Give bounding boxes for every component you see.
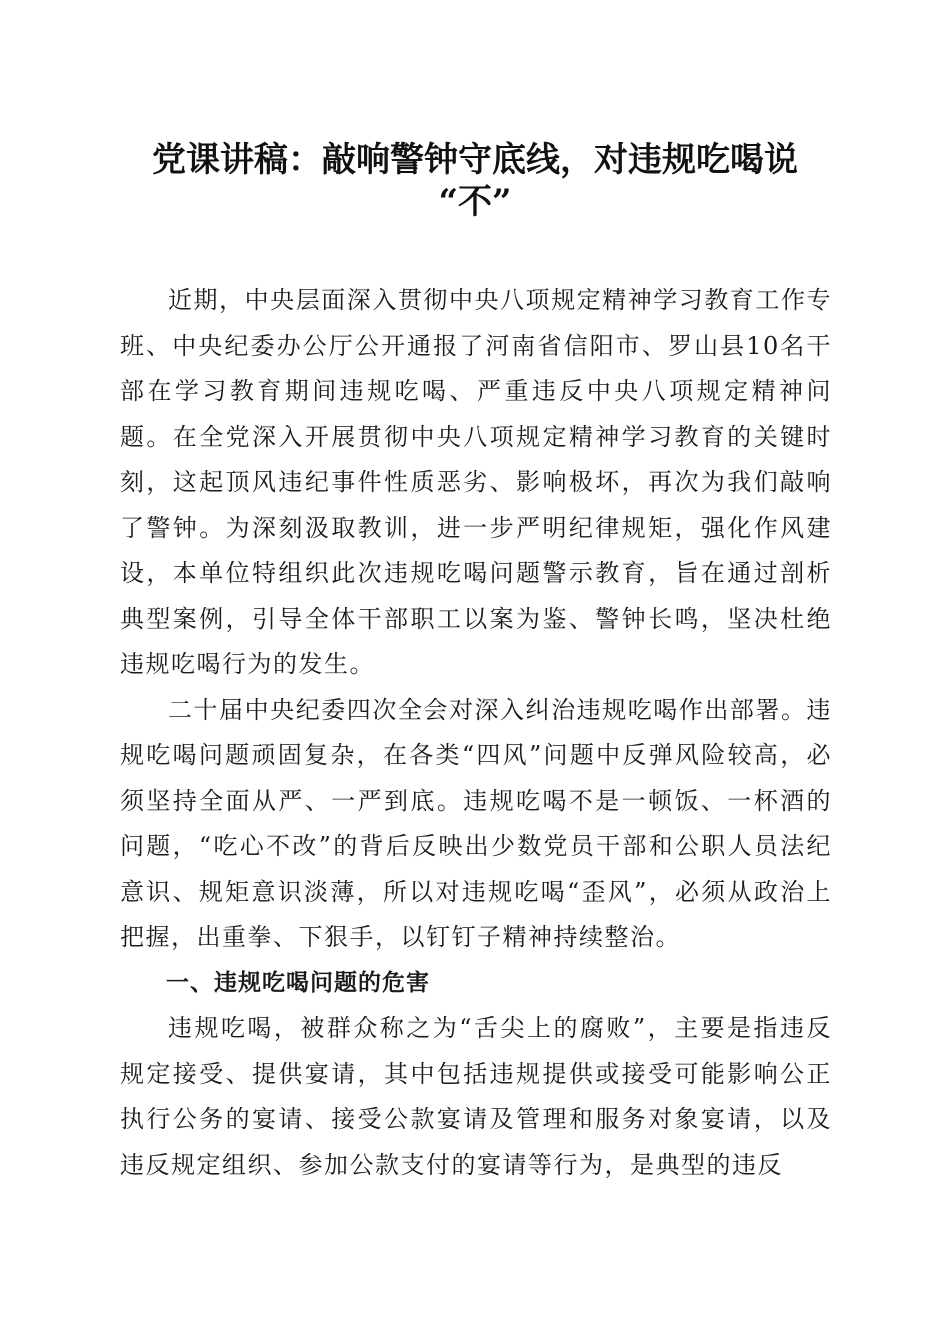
document-title: 党课讲稿：敲响警钟守底线，对违规吃喝说 <box>152 140 798 180</box>
section-heading: 一、违规吃喝问题的危害 <box>166 969 430 996</box>
section-paragraph: 违规吃喝，被群众称之为“舌尖上的腐败”，主要是指违反规定接受、提供宴请，其中包括违规提供或接受可能影响公正执行公务的宴请、接受公款宴请及管理和服务对象宴请，以及违反规定组织、参加公款支付的宴请等行为，是典型的违反 <box>120 1014 832 1179</box>
intro-paragraph: 近期，中央层面深入贯彻中央八项规定精神学习教育工作专班、中央纪委办公厅公开通报了河南省信阳市、罗山县10名干部在学习教育期间违规吃喝、严重违反中央八项规定精神问题。在全党深入开展贯彻中央八项规定精神学习教育的关键时刻，这起顶风违纪事件性质恶劣、影响极坏，再次为我们敲响了警钟。为深刻汲取教训，进一步严明纪律规矩，强化作风建设，本单位特组织此次违规吃喝问题警示教育，旨在通过剖析典型案例，引导全体干部职工以案为鉴、警钟长鸣，坚决杜绝违规吃喝行为的发生。 <box>120 286 832 678</box>
document-body <box>120 278 832 1188</box>
document-title-continuation: “不” <box>438 182 512 222</box>
background-paragraph: 二十届中央纪委四次全会对深入纠治违规吃喝作出部署。违规吃喝问题顽固复杂，在各类“四风”问题中反弹风险较高，必须坚持全面从严、一严到底。违规吃喝不是一顿饭、一杯酒的问题，“吃心不改”的背后反映出少数党员干部和公职人员法纪意识、规矩意识淡薄，所以对违规吃喝“歪风”，必须从政治上把握，出重拳、下狠手，以钉钉子精神持续整治。 <box>120 695 832 951</box>
